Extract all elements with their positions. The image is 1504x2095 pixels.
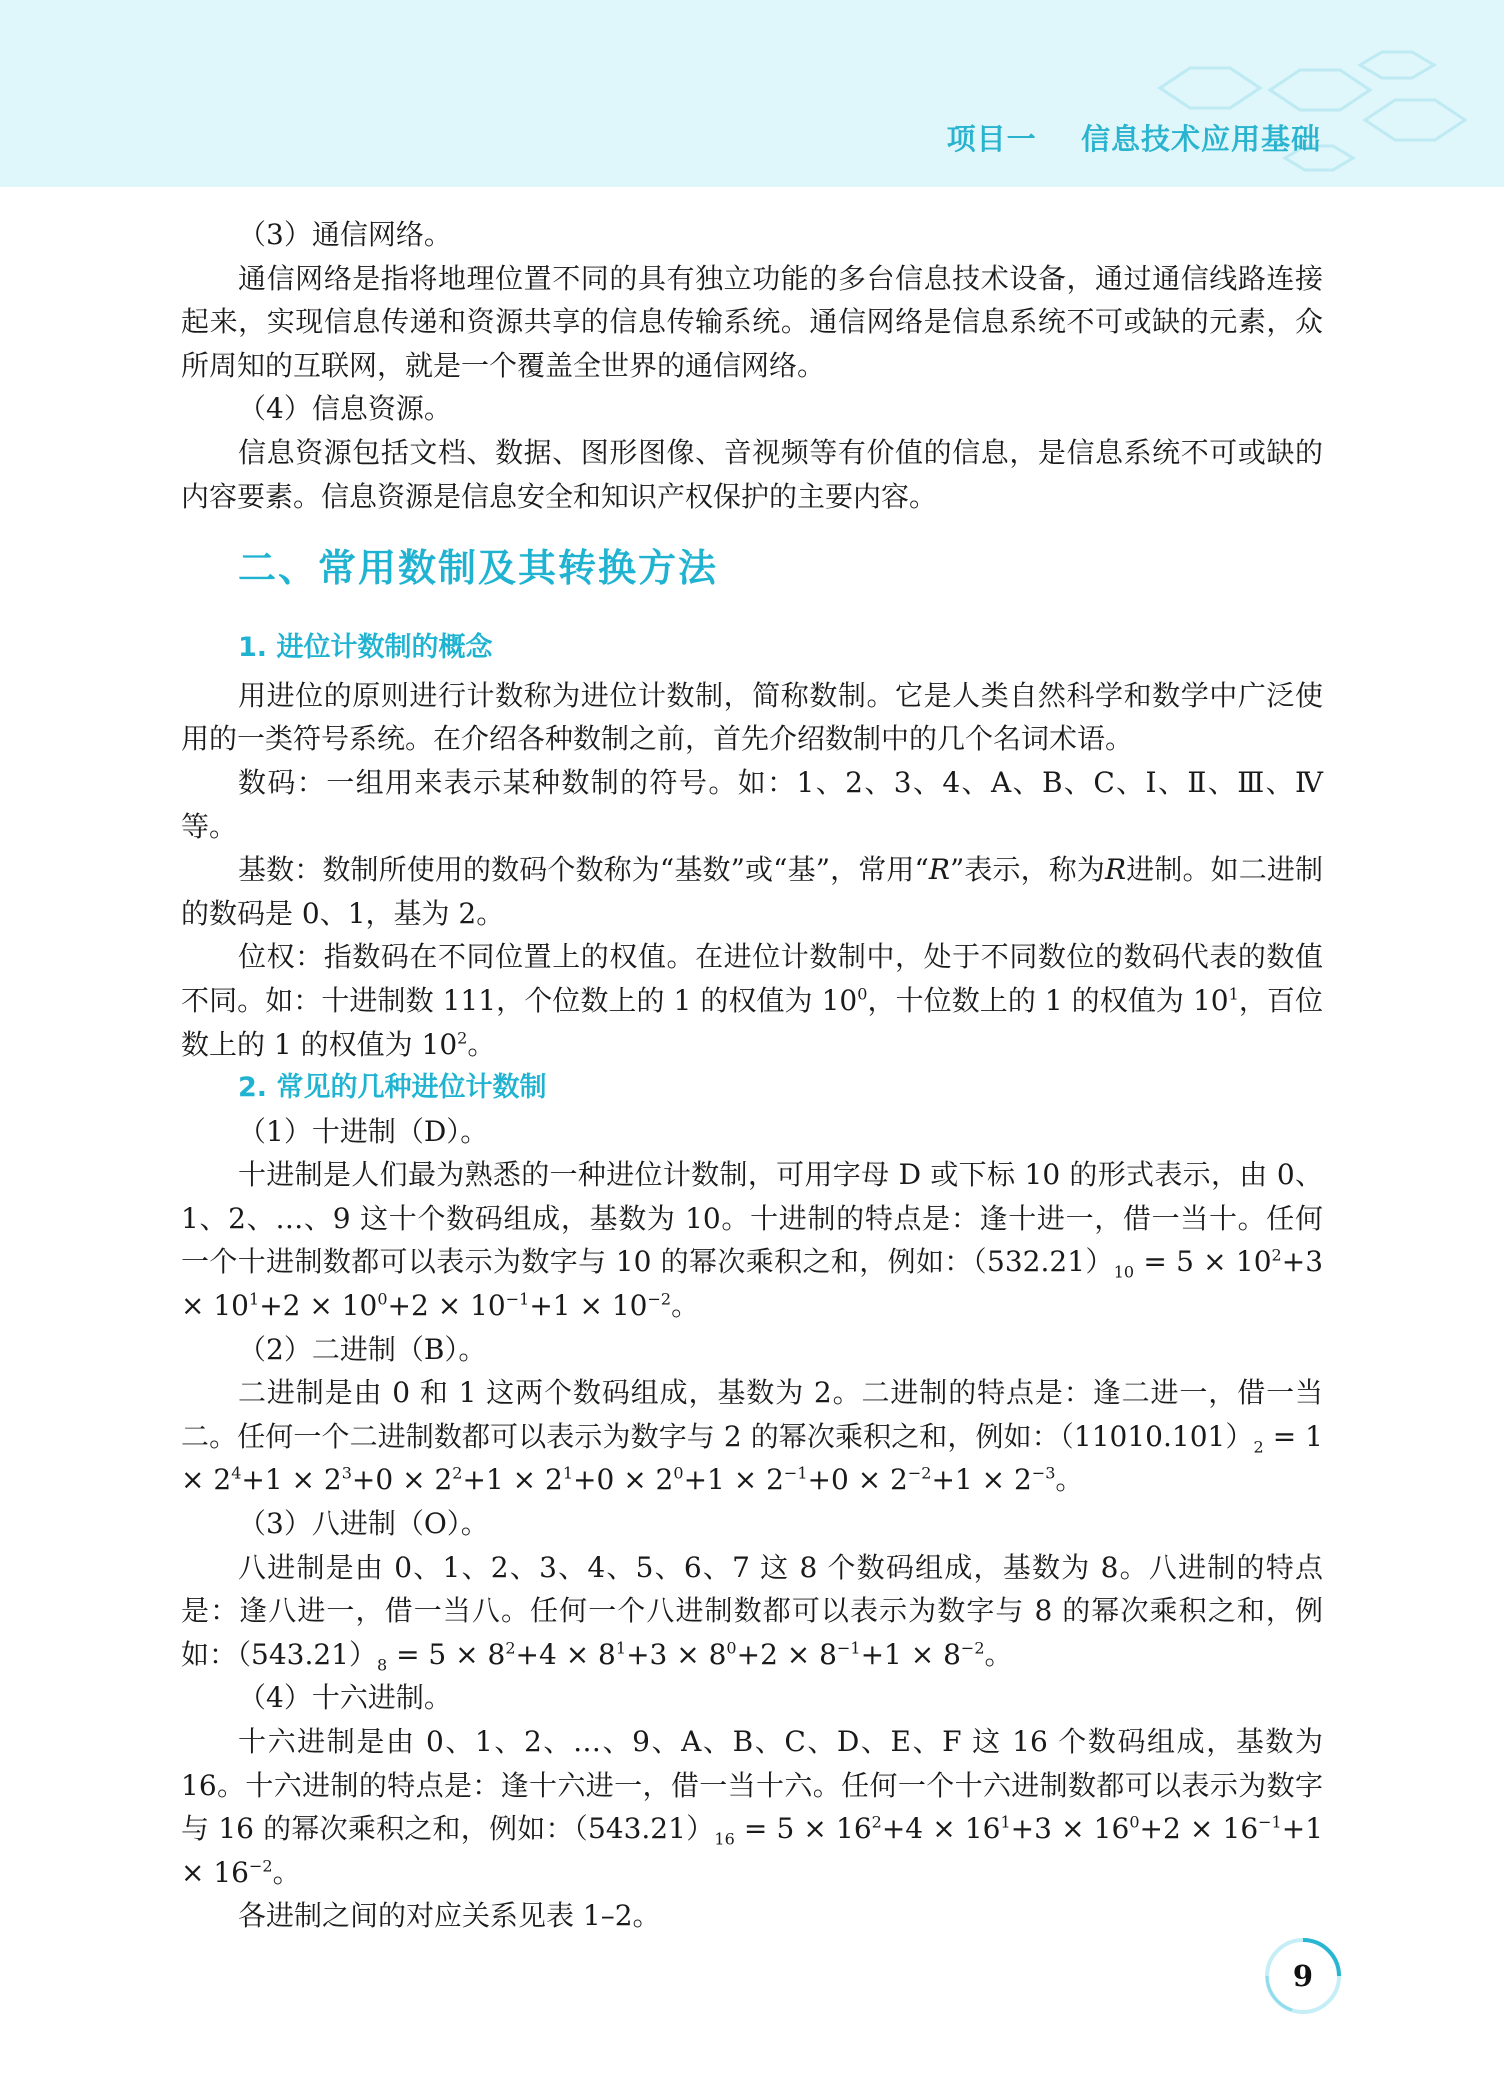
paragraph-weight: 位权：指数码在不同位置上的权值。在进位计数制中，处于不同数位的数码代表的数值不同。如：十进制数 111，个位数上的 1 的权值为 $10^0$，十位数上的 1 的权值为 $10^1$，百位数上的 1 的权值为 $10^2$。 — [181, 940, 1323, 1061]
paragraph-digit: 数码：一组用来表示某种数制的符号。如：1、2、3、4、A、B、C、Ⅰ、Ⅱ、Ⅲ、Ⅳ等。 — [181, 765, 1323, 843]
page-content — [181, 213, 1323, 1938]
page-number: 9 — [1292, 1959, 1314, 1993]
page-header — [0, 0, 1504, 187]
page-number-badge — [1262, 1935, 1344, 2017]
paragraph-decimal: 十进制是人们最为熟悉的一种进位计数制，可用字母 D 或下标 10 的形式表示，由 0、1、2、…、9 这十个数码组成，基数为 10。十进制的特点是：逢十进一，借一当十。任何一个十进制数都可以表示为数字与 10 的幂次乘积之和，例如：$(532.21)_{10} = 5 \times 10^2+3 \times 10^1+2 \times 10^0+2 \times 10^{-1}+1 \times 10^{-2}$。 — [181, 1158, 1324, 1323]
paragraph-table-ref: 各进制之间的对应关系见表 1–2。 — [238, 1899, 661, 1933]
paragraph-octal: 八进制是由 0、1、2、3、4、5、6、7 这 8 个数码组成，基数为 8。八进制的特点是：逢八进一，借一当八。任何一个八进制数都可以表示为数字与 8 的幂次乘积之和，例如：$(543.21)_8 = 5 \times 8^2+4 \times 8^1+3 \times 8^0+2 \times 8^{-1}+1 \times 8^{-2}$。 — [181, 1550, 1323, 1675]
item-heading-resource: （4）信息资源。 — [238, 392, 452, 426]
subsection-title-systems: 2. 常见的几种进位计数制 — [238, 1072, 547, 1104]
section-title: 二、常用数制及其转换方法 — [238, 546, 719, 591]
item-heading-octal: （3）八进制（O）。 — [238, 1507, 489, 1541]
paragraph-resource: 信息资源包括文档、数据、图形图像、音视频等有价值的信息，是信息系统不可或缺的内容要素。信息资源是信息安全和知识产权保护的主要内容。 — [181, 435, 1323, 513]
paragraph-hex: 十六进制是由 0、1、2、…、9、A、B、C、D、E、F 这 16 个数码组成，基数为 16。十六进制的特点是：逢十六进一，借一当十六。任何一个十六进制数都可以表示为数字与 16 的幂次乘积之和，例如：$(543.21)_{16} = 5 \times 16^2+4 \times 16^1+3 \times 16^0+2 \times 16^{-1}+1 \times 16^{-2}$。 — [181, 1725, 1324, 1889]
item-heading-network: （3）通信网络。 — [238, 218, 452, 251]
paragraph-network: 通信网络是指将地理位置不同的具有独立功能的多台信息技术设备，通过通信线路连接起来，实现信息传递和资源共享的信息传输系统。通信网络是信息系统不可或缺的元素，众所周知的互联网，就是一个覆盖全世界的通信网络。 — [181, 261, 1323, 382]
item-heading-binary: （2）二进制（B）。 — [238, 1332, 487, 1366]
paragraph-binary: 二进制是由 0 和 1 这两个数码组成，基数为 2。二进制的特点是：逢二进一，借一当二。任何一个二进制数都可以表示为数字与 2 的幂次乘积之和，例如：$(11010.101)_2 = 1 \times 2^4+1 \times 2^3+0 \times 2^2+1 \times 2^1+0 \times 2^0+1 \times 2^{-1}+0 \times 2^{-2}+1 \times 2^{-3}$。 — [181, 1376, 1323, 1497]
subsection-title-concept: 1. 进位计数制的概念 — [238, 632, 493, 664]
item-heading-hex: （4）十六进制。 — [238, 1681, 452, 1715]
item-heading-decimal: （1）十进制（D）。 — [238, 1114, 489, 1148]
chapter-title: 项目一 信息技术应用基础 — [946, 122, 1321, 156]
paragraph-radix: 基数：数制所使用的数码个数称为“基数”或“基”，常用“R”表示，称为R进制。如二进制的数码是 0、1，基为 2。 — [181, 853, 1323, 930]
paragraph-concept: 用进位的原则进行计数称为进位计数制，简称数制。它是人类自然科学和数学中广泛使用的一类符号系统。在介绍各种数制之前，首先介绍数制中的几个名词术语。 — [181, 678, 1323, 756]
